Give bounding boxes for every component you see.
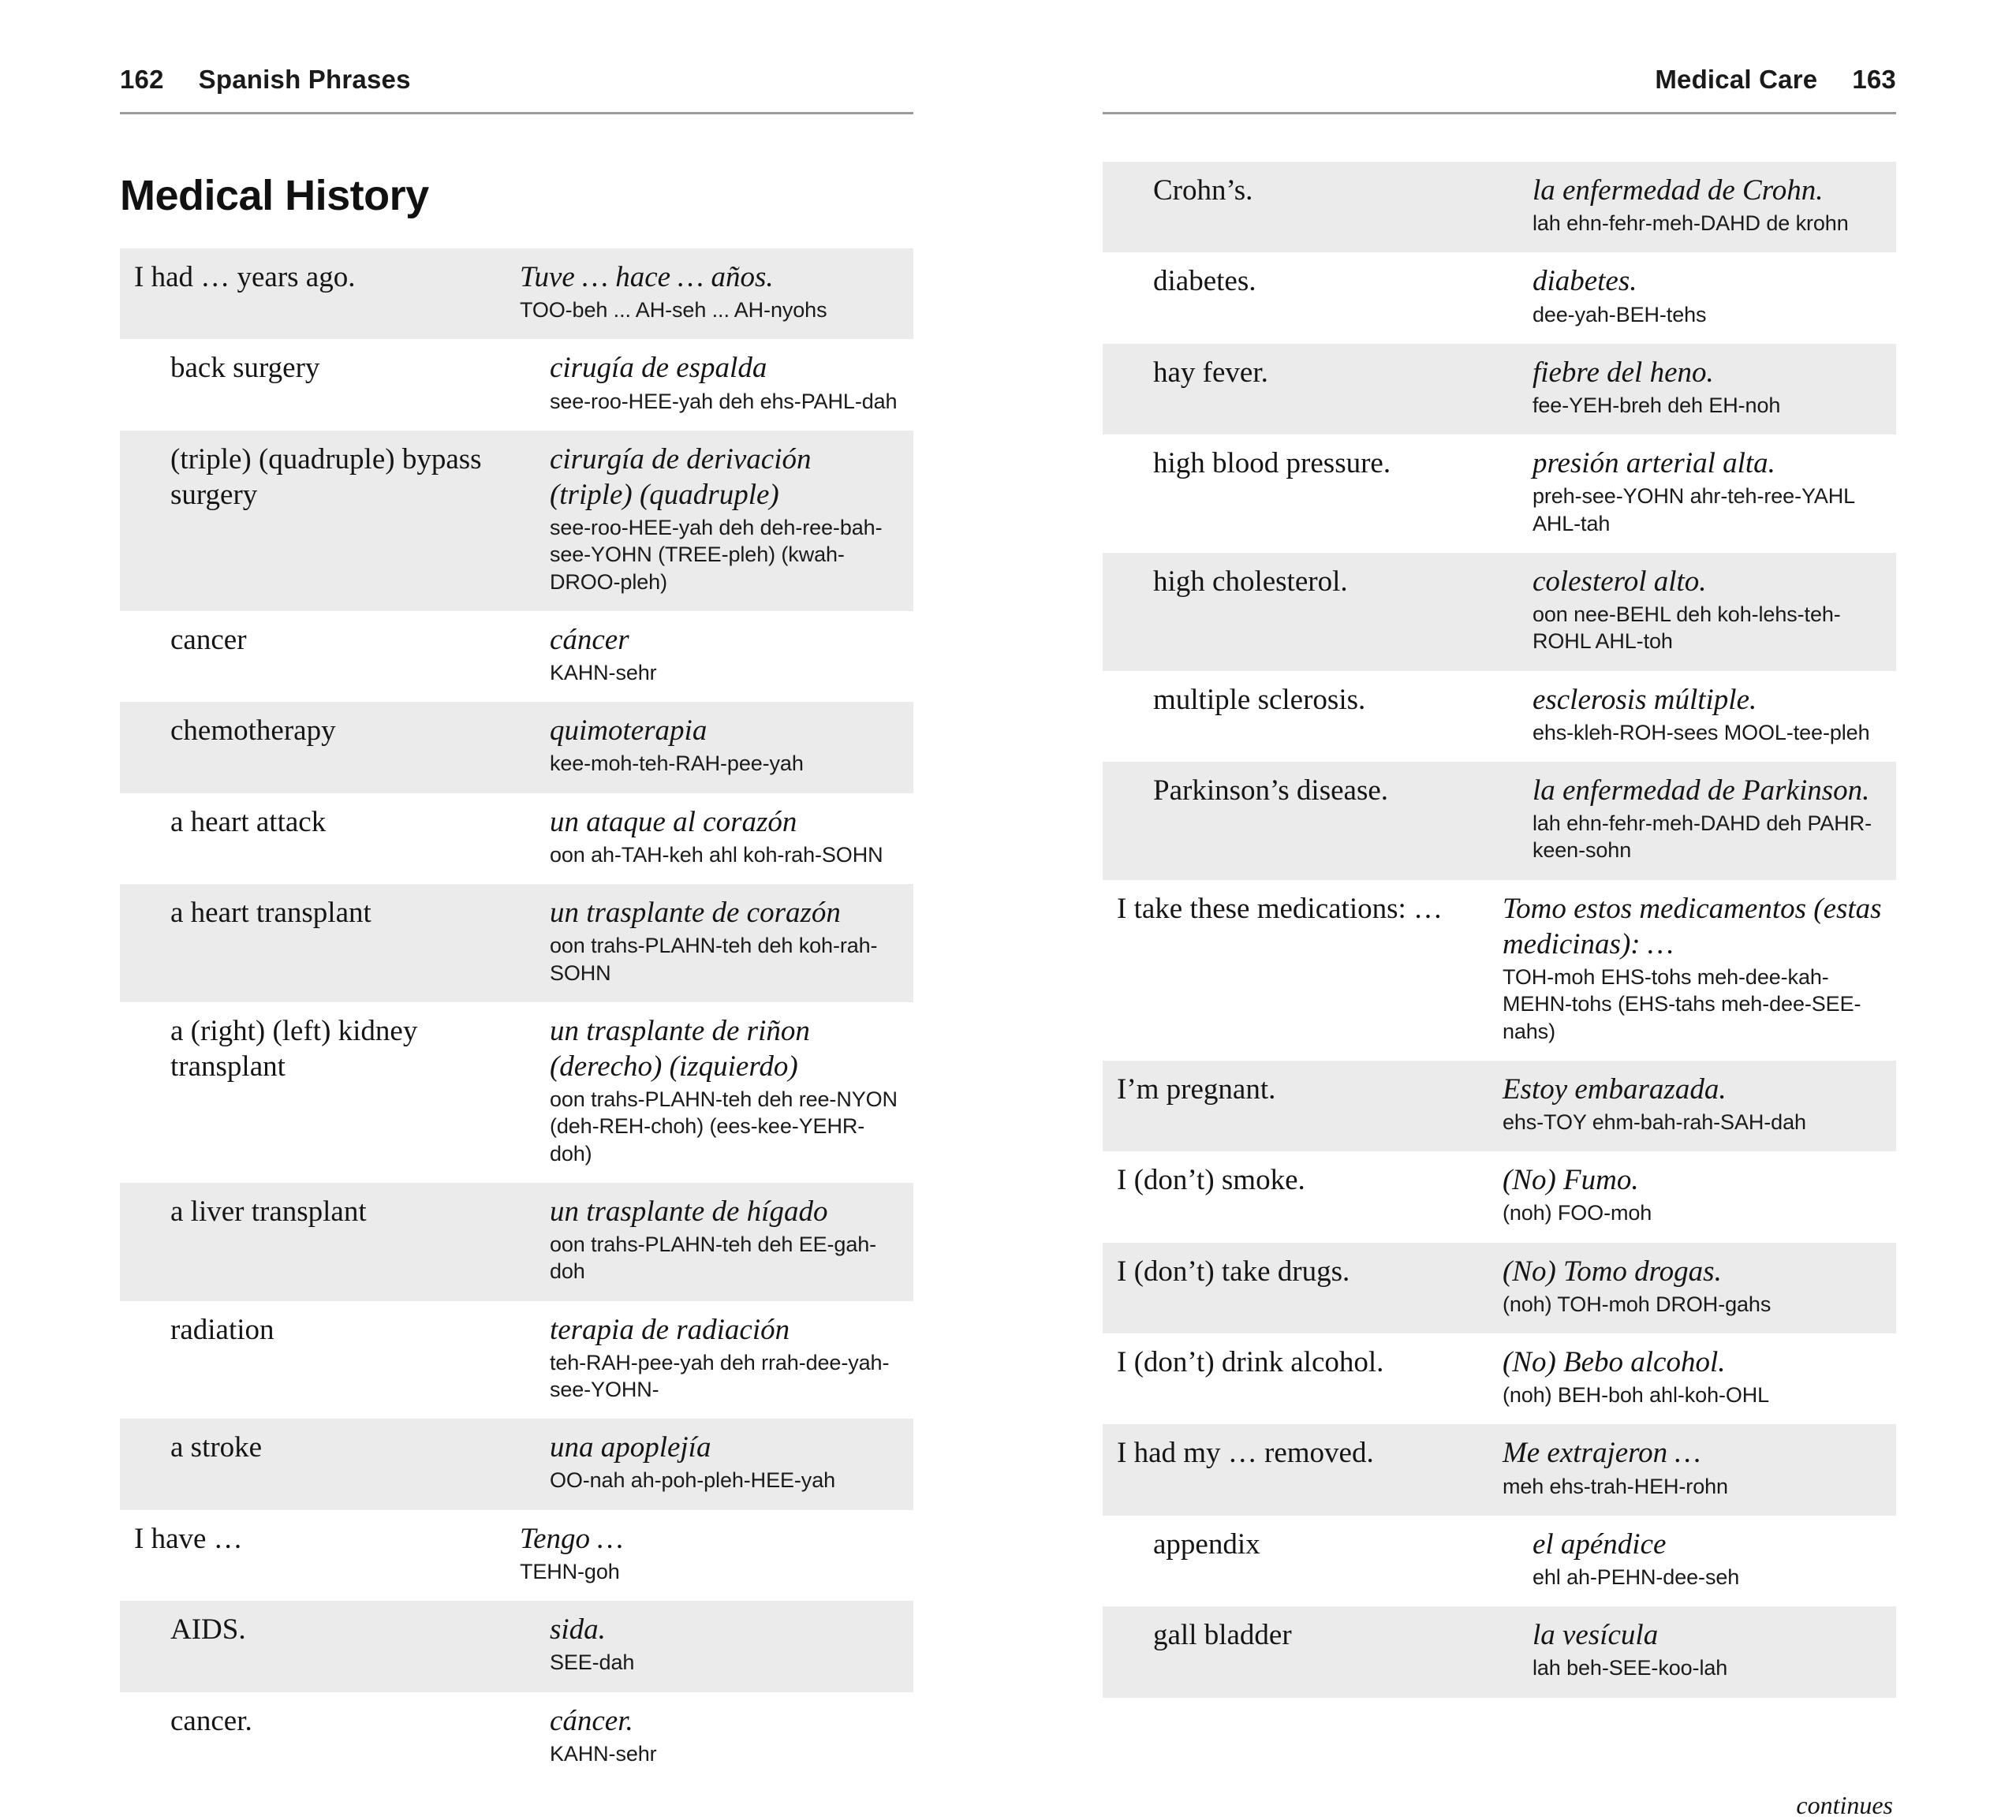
phrase-row	[1103, 344, 1896, 434]
phrase-spanish-cell	[1491, 344, 1896, 434]
phrase-english-cell	[1103, 762, 1491, 880]
phrase-english-cell	[1103, 1516, 1491, 1606]
phrase-row	[120, 1692, 913, 1783]
phrase-english-text: high cholesterol.	[1153, 565, 1348, 598]
phrase-spanish-cell	[1491, 1151, 1896, 1242]
phrase-row	[1103, 1061, 1896, 1151]
phrase-row	[120, 1183, 913, 1301]
phrase-english-cell	[1103, 434, 1491, 553]
phrase-spanish-cell	[509, 339, 913, 430]
phrase-english-cell	[1103, 880, 1491, 1061]
phrase-spanish-cell	[509, 431, 913, 611]
phrase-english-cell	[1103, 1243, 1491, 1333]
phrase-pronunciation-text: TEHN-goh	[519, 1559, 620, 1583]
phrase-spanish-text: presión arterial alta.	[1532, 447, 1775, 480]
phrase-row	[1103, 1424, 1896, 1515]
phrase-spanish-cell	[509, 1510, 913, 1601]
phrase-english-cell	[1103, 1606, 1491, 1697]
phrase-spanish-text: la vesícula	[1532, 1619, 1659, 1652]
phrase-pronunciation-text: ehs-kleh-ROH-sees MOOL-tee-pleh	[1532, 720, 1870, 744]
phrase-pronunciation-text: teh-RAH-pee-yah deh rrah-dee-yah-see-YOHN-	[549, 1350, 890, 1401]
phrase-english-text: I have …	[134, 1522, 243, 1555]
phrase-english-cell	[120, 1301, 509, 1419]
phrase-pronunciation-text: see-roo-HEE-yah deh deh-ree-bah-see-YOHN (TREE-pleh) (kwah-DROO-pleh)	[549, 516, 883, 594]
phrase-english-text: AIDS.	[170, 1613, 246, 1647]
phrase-spanish-cell	[1491, 762, 1896, 880]
continues-note: continues	[1796, 1790, 1893, 1819]
phrase-pronunciation-text: oon ah-TAH-keh ahl koh-rah-SOHN	[549, 842, 883, 867]
phrase-row	[1103, 880, 1896, 1061]
phrase-table-left	[120, 248, 913, 1783]
phrase-spanish-cell	[509, 1601, 913, 1691]
phrase-english-cell	[120, 793, 509, 884]
phrase-english-cell	[120, 1419, 509, 1509]
phrase-spanish-text: sida.	[549, 1613, 606, 1647]
phrase-spanish-text: esclerosis múltiple.	[1532, 683, 1757, 716]
phrase-spanish-text: Tengo …	[519, 1522, 624, 1555]
phrase-english-cell	[120, 1183, 509, 1301]
phrase-spanish-cell	[509, 1002, 913, 1183]
phrase-pronunciation-text: lah ehn-fehr-meh-DAHD de krohn	[1532, 211, 1849, 236]
phrase-english-text: I had my … removed.	[1117, 1437, 1374, 1470]
phrase-pronunciation-text: lah beh-SEE-koo-lah	[1532, 1656, 1728, 1680]
phrase-english-text: I (don’t) take drugs.	[1117, 1255, 1350, 1288]
phrase-pronunciation-text: meh ehs-trah-HEH-rohn	[1502, 1474, 1728, 1498]
phrase-english-cell	[1103, 1333, 1491, 1424]
phrase-english-cell	[120, 1692, 509, 1783]
phrase-english-text: I (don’t) smoke.	[1117, 1164, 1305, 1197]
phrase-spanish-cell	[1491, 671, 1896, 762]
phrase-spanish-cell	[509, 1301, 913, 1419]
phrase-row	[1103, 1333, 1896, 1424]
phrase-english-cell	[1103, 671, 1491, 762]
phrase-english-text: I had … years ago.	[134, 261, 356, 293]
phrase-english-text: I (don’t) drink alcohol.	[1117, 1346, 1384, 1378]
phrase-english-cell	[120, 1510, 509, 1601]
phrase-english-text: cancer	[170, 623, 247, 656]
phrase-pronunciation-text: preh-see-YOHN ahr-teh-ree-YAHL AHL-tah	[1532, 484, 1855, 535]
phrase-table-right	[1103, 162, 1896, 1698]
phrase-row	[120, 248, 913, 339]
phrase-pronunciation-text: KAHN-sehr	[549, 661, 657, 685]
phrase-english-text: a heart transplant	[170, 897, 371, 930]
phrase-english-cell	[1103, 344, 1491, 434]
phrase-row	[1103, 162, 1896, 252]
phrase-english-cell	[120, 431, 509, 611]
phrase-spanish-text: un ataque al corazón	[549, 805, 797, 838]
phrase-english-text: Crohn’s.	[1153, 174, 1253, 207]
phrase-pronunciation-text: (noh) TOH-moh DROH-gahs	[1502, 1292, 1771, 1316]
right-page	[1008, 0, 2016, 1819]
phrase-english-text: diabetes.	[1153, 265, 1256, 298]
phrase-row	[1103, 1151, 1896, 1242]
phrase-row	[120, 1419, 913, 1509]
page-number-left: 162	[120, 65, 164, 94]
phrase-pronunciation-text: SEE-dah	[549, 1650, 635, 1675]
phrase-row	[120, 1601, 913, 1691]
phrase-english-text: appendix	[1153, 1527, 1260, 1561]
phrase-spanish-cell	[1491, 1243, 1896, 1333]
phrase-english-cell	[1103, 1061, 1491, 1151]
phrase-pronunciation-text: ehs-TOY ehm-bah-rah-SAH-dah	[1502, 1110, 1806, 1134]
phrase-english-cell	[120, 611, 509, 702]
page-number-right: 163	[1852, 65, 1896, 94]
phrase-spanish-text: Tomo estos medicamentos (estas medicinas): …	[1502, 892, 1882, 960]
phrase-pronunciation-text: oon trahs-PLAHN-teh deh EE-gah-doh	[549, 1233, 877, 1284]
phrase-row	[1103, 1243, 1896, 1333]
phrase-spanish-text: (No) Tomo drogas.	[1502, 1255, 1722, 1288]
phrase-spanish-cell	[1491, 1061, 1896, 1151]
phrase-spanish-text: quimoterapia	[549, 714, 707, 748]
phrase-spanish-text: terapia de radiación	[549, 1313, 790, 1346]
phrase-english-text: chemotherapy	[170, 714, 336, 748]
phrase-english-text: a heart attack	[170, 805, 327, 838]
phrase-english-cell	[1103, 162, 1491, 252]
phrase-english-text: Parkinson’s disease.	[1153, 774, 1389, 807]
phrase-english-cell	[120, 1002, 509, 1183]
left-page	[0, 0, 1008, 1766]
phrase-english-text: a (right) (left) kidney transplant	[170, 1014, 418, 1083]
phrase-row	[1103, 1516, 1896, 1606]
phrase-row	[120, 1301, 913, 1419]
phrase-pronunciation-text: KAHN-sehr	[549, 1741, 657, 1766]
phrase-english-text: a liver transplant	[170, 1195, 367, 1228]
phrase-spanish-cell	[509, 248, 913, 339]
phrase-row	[1103, 762, 1896, 880]
phrase-row	[120, 1002, 913, 1183]
phrase-pronunciation-text: oon trahs-PLAHN-teh deh koh-rah-SOHN	[549, 934, 878, 985]
phrase-spanish-cell	[509, 1419, 913, 1509]
phrase-english-cell	[120, 339, 509, 430]
phrase-spanish-cell	[509, 1183, 913, 1301]
phrase-english-text: multiple sclerosis.	[1153, 683, 1366, 716]
phrase-spanish-text: cáncer.	[549, 1704, 633, 1737]
phrase-pronunciation-text: (noh) FOO-moh	[1502, 1201, 1652, 1225]
phrase-spanish-text: un trasplante de hígado	[549, 1195, 828, 1228]
phrase-row	[1103, 434, 1896, 553]
phrase-english-text: radiation	[170, 1313, 274, 1346]
phrase-spanish-text: un trasplante de riñon (derecho) (izquierdo)	[549, 1014, 810, 1083]
phrase-english-cell	[120, 1601, 509, 1691]
phrase-spanish-text: (No) Fumo.	[1502, 1164, 1639, 1197]
section-title: Medical History	[120, 172, 429, 219]
phrase-spanish-cell	[509, 884, 913, 1002]
phrase-pronunciation-text: dee-yah-BEH-tehs	[1532, 302, 1707, 326]
phrase-spanish-cell	[1491, 434, 1896, 553]
phrase-english-text: gall bladder	[1153, 1619, 1292, 1652]
phrase-english-cell	[1103, 252, 1491, 343]
phrase-pronunciation-text: (noh) BEH-boh ahl-koh-OHL	[1502, 1383, 1770, 1408]
phrase-pronunciation-text: oon trahs-PLAHN-teh deh ree-NYON (deh-REH-choh) (ees-kee-YEHR-doh)	[549, 1087, 898, 1165]
phrase-spanish-text: Tuve … hace … años.	[519, 261, 774, 293]
phrase-english-text: a stroke	[170, 1431, 263, 1464]
phrase-english-text: back surgery	[170, 352, 320, 385]
phrase-spanish-text: cáncer	[549, 623, 629, 656]
phrase-spanish-text: una apoplejía	[549, 1431, 711, 1464]
phrase-pronunciation-text: OO-nah ah-poh-pleh-HEE-yah	[549, 1468, 836, 1493]
phrase-english-text: I’m pregnant.	[1117, 1072, 1276, 1106]
phrase-spanish-text: fiebre del heno.	[1532, 356, 1714, 389]
phrase-english-cell	[120, 884, 509, 1002]
phrase-pronunciation-text: lah ehn-fehr-meh-DAHD deh PAHR-keen-sohn	[1532, 811, 1872, 863]
phrase-pronunciation-text: TOH-moh EHS-tohs meh-dee-kah-MEHN-tohs (EHS-tahs meh-dee-SEE-nahs)	[1502, 964, 1861, 1043]
phrase-english-text: I take these medications: …	[1117, 892, 1443, 925]
phrase-row	[1103, 553, 1896, 671]
phrase-row	[1103, 1606, 1896, 1697]
phrase-spanish-cell	[509, 793, 913, 884]
phrase-spanish-cell	[509, 1692, 913, 1783]
phrase-spanish-cell	[1491, 1516, 1896, 1606]
phrase-spanish-cell	[1491, 162, 1896, 252]
phrase-spanish-cell	[509, 702, 913, 793]
phrase-spanish-text: diabetes.	[1532, 265, 1637, 298]
phrase-spanish-text: Me extrajeron …	[1502, 1437, 1701, 1470]
phrase-spanish-text: cirugía de espalda	[549, 352, 767, 385]
phrase-spanish-text: la enfermedad de Parkinson.	[1532, 774, 1870, 807]
phrase-english-text: cancer.	[170, 1704, 252, 1737]
phrase-row	[120, 884, 913, 1002]
phrase-pronunciation-text: see-roo-HEE-yah deh ehs-PAHL-dah	[549, 389, 898, 413]
phrase-spanish-cell	[1491, 252, 1896, 343]
phrase-spanish-text: el apéndice	[1532, 1527, 1667, 1561]
phrase-spanish-text: cirurgía de derivación (triple) (quadruple)	[549, 442, 812, 511]
phrase-row	[1103, 252, 1896, 343]
phrase-spanish-text: Estoy embarazada.	[1502, 1072, 1727, 1106]
phrase-english-cell	[1103, 553, 1491, 671]
phrase-spanish-text: un trasplante de corazón	[549, 897, 841, 930]
phrase-english-text: (triple) (quadruple) bypass surgery	[170, 442, 482, 511]
phrase-spanish-cell	[1491, 1424, 1896, 1515]
phrase-row	[120, 611, 913, 702]
running-head-title-right: Medical Care	[1655, 65, 1818, 94]
phrase-pronunciation-text: kee-moh-teh-RAH-pee-yah	[549, 751, 804, 776]
phrase-pronunciation-text: oon nee-BEHL deh koh-lehs-teh-ROHL AHL-toh	[1532, 602, 1841, 654]
phrase-spanish-cell	[1491, 880, 1896, 1061]
running-head-left	[120, 65, 913, 114]
phrase-row	[120, 339, 913, 430]
phrase-row	[120, 793, 913, 884]
phrase-pronunciation-text: TOO-beh ... AH-seh ... AH-nyohs	[519, 298, 827, 323]
running-head-title-left: Spanish Phrases	[198, 65, 411, 94]
phrase-spanish-text: (No) Bebo alcohol.	[1502, 1346, 1726, 1378]
phrase-spanish-text: la enfermedad de Crohn.	[1532, 174, 1824, 207]
phrase-english-cell	[120, 702, 509, 793]
phrase-spanish-cell	[1491, 553, 1896, 671]
phrase-spanish-text: colesterol alto.	[1532, 565, 1707, 598]
phrase-row	[120, 702, 913, 793]
running-head-right	[1103, 65, 1896, 114]
phrase-english-text: hay fever.	[1153, 356, 1268, 389]
phrase-spanish-cell	[1491, 1606, 1896, 1697]
phrase-row	[1103, 671, 1896, 762]
phrase-pronunciation-text: ehl ah-PEHN-dee-seh	[1532, 1565, 1740, 1589]
phrase-english-cell	[1103, 1151, 1491, 1242]
phrase-spanish-cell	[1491, 1333, 1896, 1424]
phrase-row	[120, 1510, 913, 1601]
phrase-english-cell	[1103, 1424, 1491, 1515]
phrase-pronunciation-text: fee-YEH-breh deh EH-noh	[1532, 393, 1781, 417]
phrase-spanish-cell	[509, 611, 913, 702]
phrase-row	[120, 431, 913, 611]
phrase-english-text: high blood pressure.	[1153, 447, 1391, 480]
phrase-english-cell	[120, 248, 509, 339]
